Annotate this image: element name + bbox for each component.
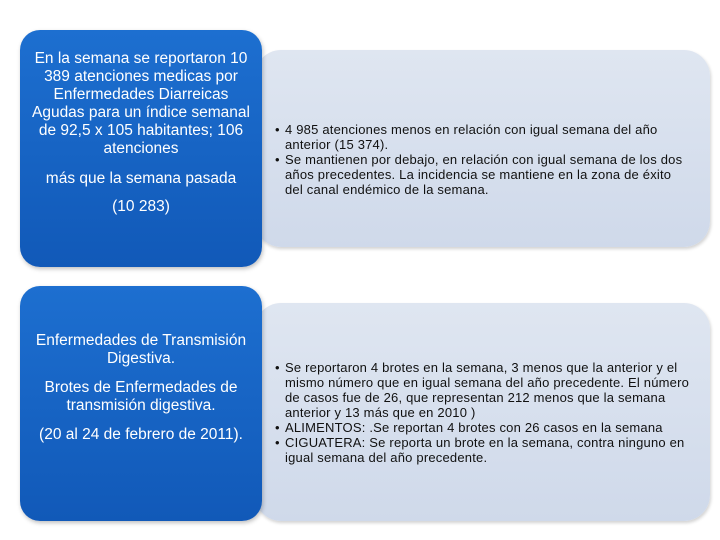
etd-bullet-2: • ALIMENTOS: .Se reportan 4 brotes con 26 casos en la semana [275, 420, 694, 435]
edas-bullet-2: • Se mantienen por debajo, en relación con igual semana de los dos años precedentes. La incidencia se mantiene en la zona de éxito del canal endémico de la semana. [275, 152, 692, 197]
etd-summary-dates: (20 al 24 de febrero de 2011). [39, 426, 243, 443]
edas-bullet-list [275, 122, 692, 197]
etd-summary-subtitle: Brotes de Enfermedades de transmisión digestiva. [44, 379, 238, 414]
edas-summary-previous: (10 283) [112, 198, 170, 215]
edas-summary-box [20, 30, 262, 267]
edas-block [0, 30, 720, 270]
edas-detail-panel [255, 50, 710, 247]
etd-summary-title: Enfermedades de Transmisión Digestiva. [35, 332, 247, 367]
edas-summary-main: En la semana se reportaron 10 389 atenciones medicas por Enfermedades Diarreicas Agudas para un índice semanal de 92,5 x 105 habitantes; 106 atenciones [31, 50, 250, 157]
edas-bullet-1: • 4 985 atenciones menos en relación con igual semana del año anterior (15 374). [275, 122, 692, 152]
etd-summary-box [20, 286, 262, 521]
etd-detail-panel [255, 303, 710, 521]
etd-block [0, 283, 720, 523]
etd-bullet-list [275, 360, 694, 465]
edas-summary-comparison: más que la semana pasada [45, 170, 237, 187]
etd-bullet-3: • CIGUATERA: Se reporta un brote en la semana, contra ninguno en igual semana del año precedente. [275, 435, 694, 465]
etd-bullet-1: • Se reportaron 4 brotes en la semana, 3 menos que la anterior y el mismo número que en igual semana del año precedente. El número de casos fue de 26, que representan 212 menos que la semana anterior y 13 más que en 2010 ) [275, 360, 694, 420]
